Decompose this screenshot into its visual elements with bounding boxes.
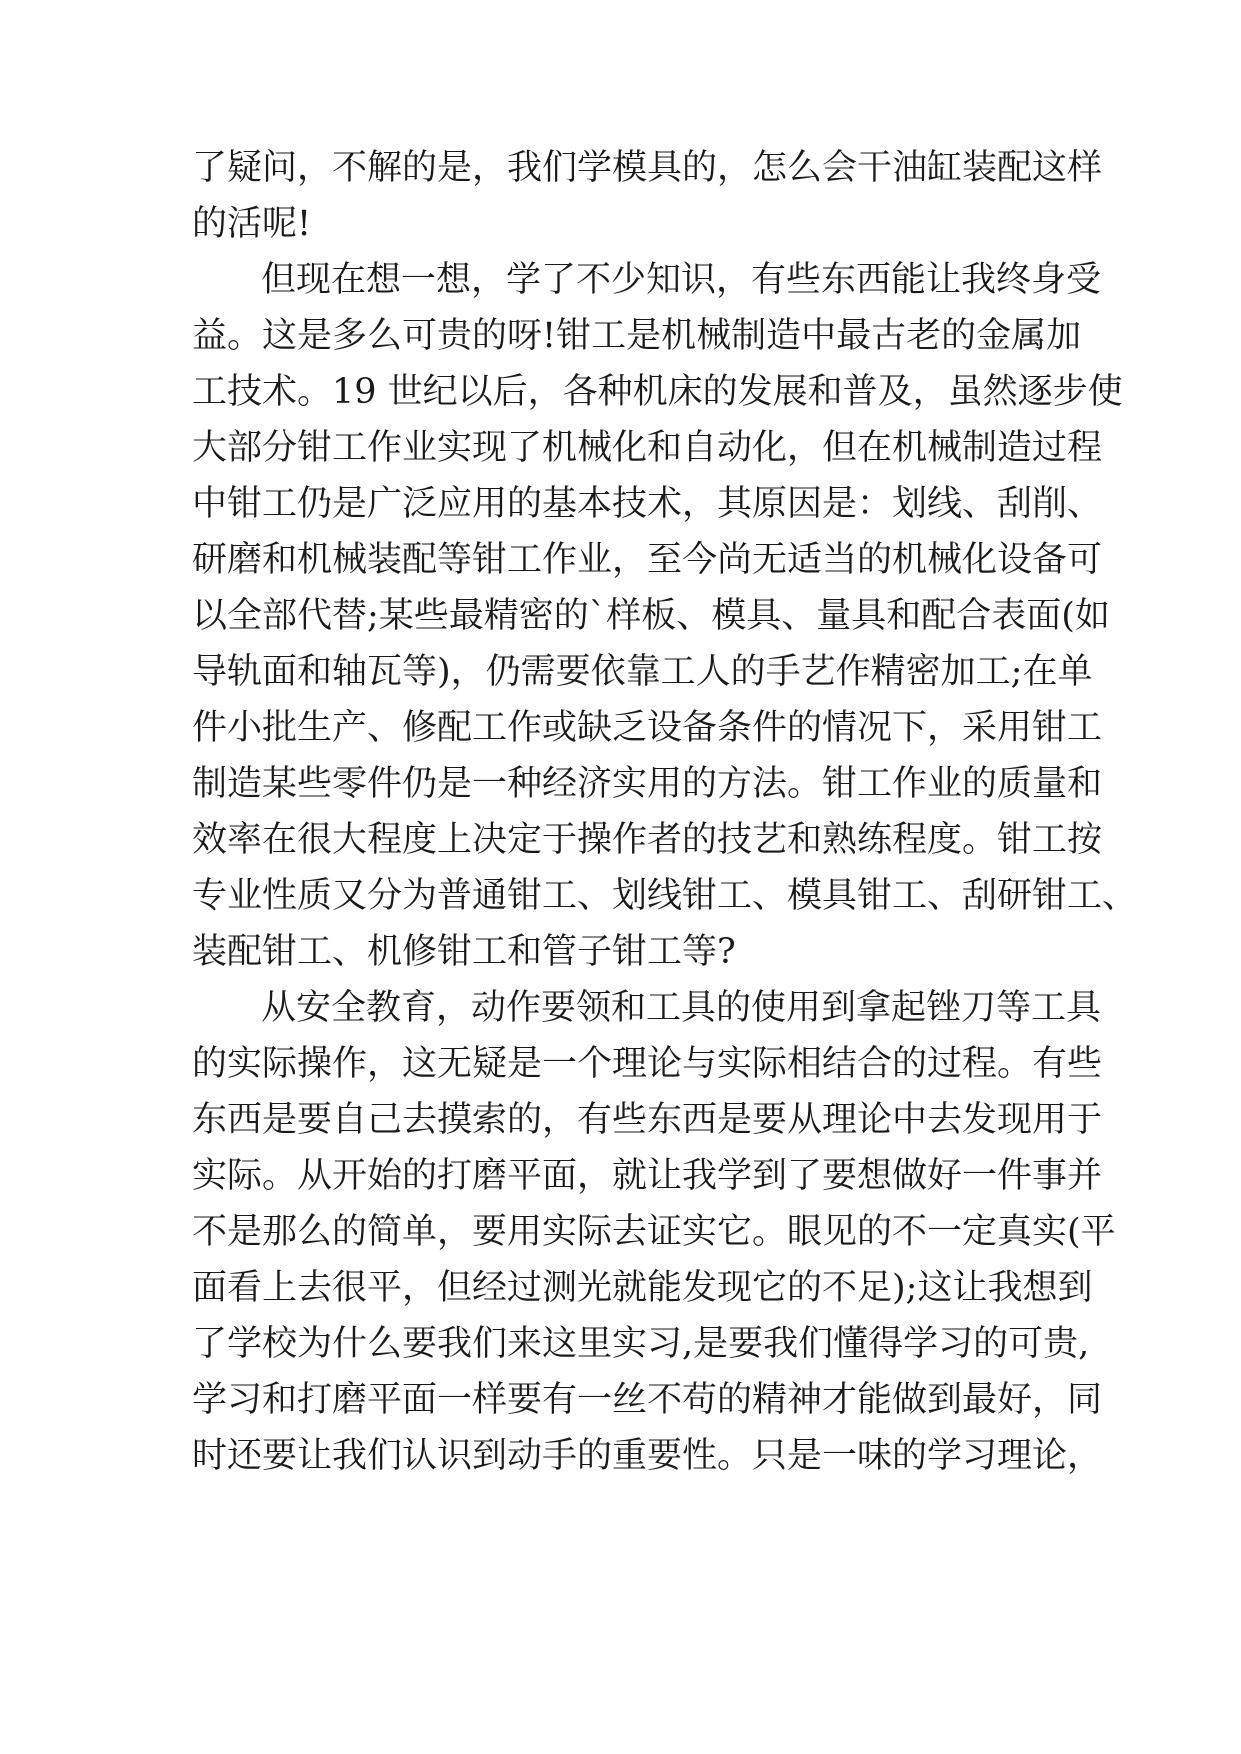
paragraph-2-line-6: 研磨和机械装配等钳工作业，至今尚无适当的机械化设备可: [192, 540, 1103, 580]
paragraph-1-line-1: 了疑问，不解的是，我们学模具的，怎么会干油缸装配这样: [192, 148, 1103, 188]
paragraph-3-line-2: 的实际操作，这无疑是一个理论与实际相结合的过程。有些: [192, 1044, 1103, 1084]
paragraph-3-line-9: 时还要让我们认识到动手的重要性。只是一味的学习理论，: [192, 1436, 1103, 1476]
paragraph-2-line-10: 制造某些零件仍是一种经济实用的方法。钳工作业的质量和: [192, 764, 1103, 804]
paragraph-2-line-9: 件小批生产、修配工作或缺乏设备条件的情况下，采用钳工: [192, 708, 1103, 748]
paragraph-3-line-1: 从安全教育，动作要领和工具的使用到拿起锉刀等工具: [261, 988, 1102, 1028]
paragraph-1-line-2: 的活呢!: [192, 204, 312, 244]
paragraph-3-line-5: 不是那么的简单，要用实际去证实它。眼见的不一定真实(平: [192, 1212, 1116, 1252]
paragraph-2-line-12: 专业性质又分为普通钳工、划线钳工、模具钳工、刮研钳工、: [192, 876, 1138, 916]
paragraph-2-line-2: 益。这是多么可贵的呀!钳工是机械制造中最古老的金属加: [192, 316, 1082, 356]
paragraph-2-line-1: 但现在想一想，学了不少知识，有些东西能让我终身受: [261, 260, 1102, 300]
paragraph-3-line-7: 了学校为什么要我们来这里实习,是要我们懂得学习的可贵,: [192, 1324, 1090, 1364]
paragraph-3-line-8: 学习和打磨平面一样要有一丝不苟的精神才能做到最好，同: [192, 1380, 1103, 1420]
paragraph-3-line-3: 东西是要自己去摸索的，有些东西是要从理论中去发现用于: [192, 1100, 1103, 1140]
paragraph-2-line-4: 大部分钳工作业实现了机械化和自动化，但在机械制造过程: [192, 428, 1103, 468]
paragraph-2-line-11: 效率在很大程度上决定于操作者的技艺和熟练程度。钳工按: [192, 820, 1103, 860]
paragraph-2-line-5: 中钳工仍是广泛应用的基本技术，其原因是：划线、刮削、: [192, 484, 1103, 524]
paragraph-2-line-8: 导轨面和轴瓦等)，仍需要依靠工人的手艺作精密加工;在单: [192, 652, 1093, 692]
paragraph-2-line-7: 以全部代替;某些最精密的`样板、模具、量具和配合表面(如: [192, 596, 1110, 636]
paragraph-2-line-13: 装配钳工、机修钳工和管子钳工等?: [192, 932, 736, 972]
paragraph-2-line-3: 工技术。19 世纪以后，各种机床的发展和普及，虽然逐步使: [192, 372, 1123, 412]
paragraph-3-line-6: 面看上去很平，但经过测光就能发现它的不足);这让我想到: [192, 1268, 1093, 1308]
paragraph-3-line-4: 实际。从开始的打磨平面，就让我学到了要想做好一件事并: [192, 1156, 1103, 1196]
